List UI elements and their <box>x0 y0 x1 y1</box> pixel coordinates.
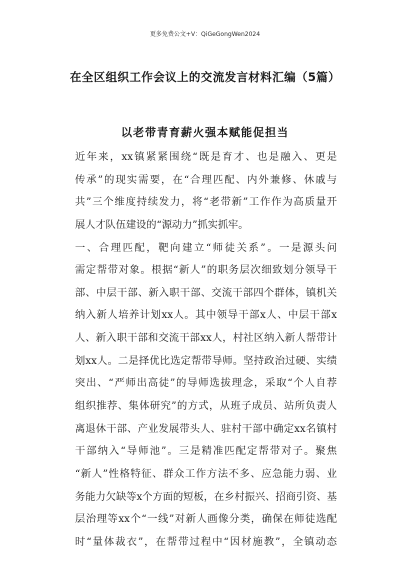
body-line: 人、新入职干部和交流干部xx人，村社区纳入新人帮带计 <box>75 333 337 345</box>
body-line: 传承”的现实需要，在“合理匹配、内外兼修、休戚与 <box>75 174 337 186</box>
body-line: 组织推荐、集体研究”的方式，从班子成员、站所负责人 <box>75 401 337 413</box>
body-line: 近年来，xx镇紧紧围绕“既是育才、也是融入、更是 <box>75 152 337 163</box>
body-line: 离退休干部、产业发展带头人、驻村干部中确定xx名镇村 <box>75 423 337 435</box>
body-line: 划xx人。二是择优比选定帮带导师。坚持政治过硬、实绩 <box>75 355 337 367</box>
body-line: 部、中层干部、新入职干部、交流干部四个群体，镇机关 <box>75 287 337 299</box>
body-line: 纳入新人培养计划xx人。其中领导干部x人、中层干部x <box>75 310 337 322</box>
body-line: 一、合理匹配，靶向建立“师徒关系”。一是源头问 <box>75 242 337 254</box>
body-line: “新人”性格特征、群众工作方法不多、应急能力弱、业 <box>75 468 337 480</box>
body-line: 共”三个维度持续发力，将“老带新”工作作为高质量开 <box>75 197 337 209</box>
body-line: 务能力欠缺等x个方面的短板，在乡村振兴、招商引资、基 <box>75 491 337 503</box>
document-title: 在全区组织工作会议上的交流发言材料汇编（5篇） <box>69 70 341 84</box>
body-text <box>75 147 337 555</box>
body-line: 层治理等xx个“一线”对新人画像分类，确保在师徒选配 <box>75 514 337 526</box>
body-line: 时“量体裁衣”，在帮带过程中“因材施教”，全镇动态 <box>75 536 337 548</box>
body-line: 需定帮带对象。根据“新人”的职务层次细致划分领导干 <box>75 265 337 277</box>
body-line: 展人才队伍建设的“源动力”抓实抓牢。 <box>75 219 249 231</box>
body-line: 突出、“严师出高徒”的导师选拔理念，采取“个人自荐 <box>75 378 337 390</box>
header-note: 更多免费公文+V：QiGeGongWen2024 <box>149 31 261 38</box>
body-line: 干部纳入“导师池”。三是精准匹配定帮带对子。聚焦 <box>75 446 337 458</box>
section-title: 以老带青育薪火强本赋能促担当 <box>121 126 289 139</box>
